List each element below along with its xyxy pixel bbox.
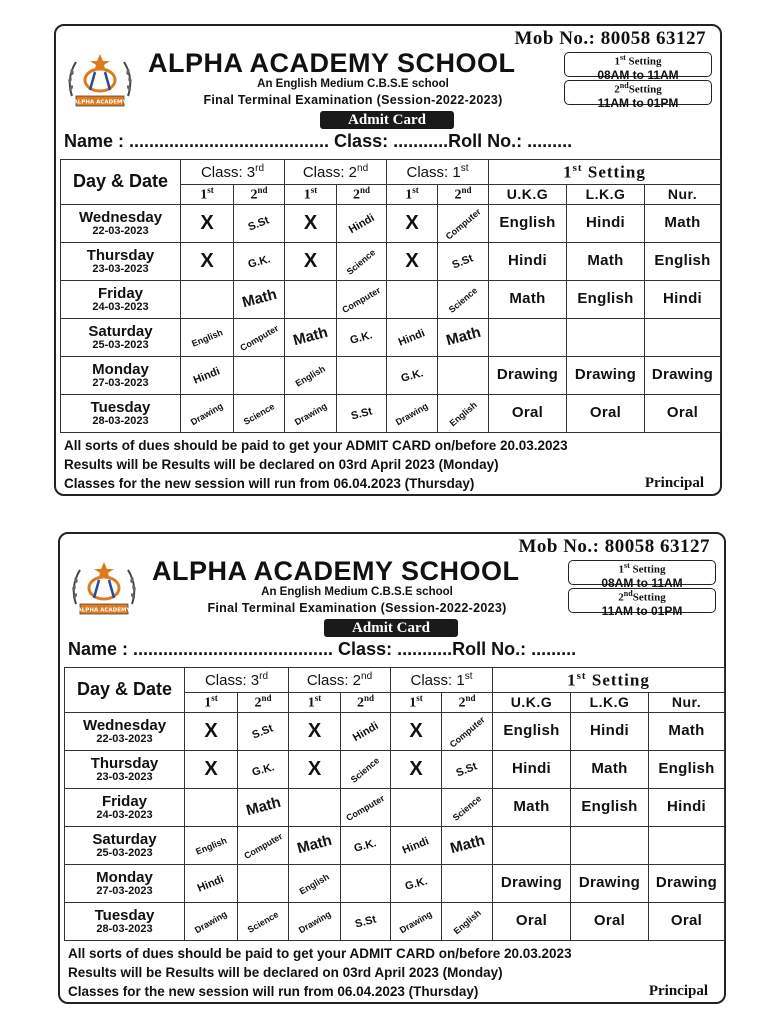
class1-second-cell [442, 864, 493, 902]
lkg-cell: Oral [567, 394, 645, 432]
ukg-header: U.K.G [489, 185, 567, 205]
ukg-cell: Hindi [493, 750, 571, 788]
table-row [65, 902, 725, 940]
class2-second-cell: Hindi [337, 204, 387, 242]
lkg-cell: Math [567, 242, 645, 280]
first-sitting-header: 1st [391, 693, 442, 713]
class-2-header: Class: 2nd [285, 160, 387, 185]
nursery-cell [645, 318, 721, 356]
note-line: Classes for the new session will run from 06.04.2023 (Thursday) [68, 984, 479, 999]
school-name: ALPHA ACADEMY SCHOOL [148, 48, 516, 78]
exam-title: Final Terminal Examination (Session-2022-2023) [203, 93, 503, 107]
table-row [65, 788, 725, 826]
second-sitting-header: 2nd [442, 693, 493, 713]
class1-first-cell: X [391, 712, 442, 750]
class2-second-cell: Computer [341, 788, 391, 826]
class1-first-cell: Hindi [387, 318, 438, 356]
class1-first-cell: Drawing [391, 902, 442, 940]
class3-first-cell: X [185, 712, 238, 750]
setting-time: 08AM to 11AM [601, 575, 683, 590]
day-date-cell: Monday 27-03-2023 [65, 864, 185, 902]
nursery-header: Nur. [649, 693, 725, 713]
setting-label: 1st Setting [618, 561, 666, 576]
school-name: ALPHA ACADEMY SCHOOL [152, 556, 520, 586]
school-logo [68, 558, 140, 620]
class3-first-cell: English [185, 826, 238, 864]
logo-ribbon-text: ALPHA ACADEMY [77, 607, 131, 614]
nursery-cell: English [645, 242, 721, 280]
day-date-cell: Friday 24-03-2023 [61, 280, 181, 318]
nursery-cell: Drawing [645, 356, 721, 394]
class1-first-cell: X [387, 242, 438, 280]
class3-second-cell: Computer [238, 826, 289, 864]
nursery-cell: Oral [645, 394, 721, 432]
day-date-header: Day & Date [65, 668, 185, 713]
principal-signature-label: Principal [644, 475, 704, 491]
class2-first-cell: Math [289, 826, 341, 864]
class2-first-cell [289, 788, 341, 826]
name-class-roll-line: Name : ........................................ Class: ...........Roll No.: ......... [68, 639, 577, 659]
class2-first-cell: English [289, 864, 341, 902]
note-line: Results will be Results will be declared on 03rd April 2023 (Monday) [68, 965, 503, 980]
day-date-cell: Thursday 23-03-2023 [61, 242, 181, 280]
setting-label: 2ndSetting [614, 81, 662, 96]
day-date-cell: Wednesday 22-03-2023 [65, 712, 185, 750]
class1-first-cell: G.K. [387, 356, 438, 394]
nursery-cell: Drawing [649, 864, 725, 902]
class1-second-cell: English [438, 394, 489, 432]
class2-second-cell: G.K. [337, 318, 387, 356]
lkg-cell: Oral [571, 902, 649, 940]
class2-second-cell: Hindi [341, 712, 391, 750]
class2-second-cell: G.K. [341, 826, 391, 864]
class-3-header: Class: 3rd [181, 160, 285, 185]
class3-first-cell: X [181, 242, 234, 280]
ukg-cell [489, 318, 567, 356]
class3-second-cell: Math [234, 280, 285, 318]
class3-second-cell: G.K. [234, 242, 285, 280]
class1-second-cell: English [442, 902, 493, 940]
lkg-header: L.K.G [571, 693, 649, 713]
day-date-cell: Saturday 25-03-2023 [65, 826, 185, 864]
table-row [65, 712, 725, 750]
ukg-cell: Oral [489, 394, 567, 432]
first-setting-box [564, 52, 712, 82]
day-date-cell: Monday 27-03-2023 [61, 356, 181, 394]
first-setting-header: 1st Setting [489, 160, 721, 185]
class2-first-cell: X [285, 242, 337, 280]
first-sitting-header: 1st [289, 693, 341, 713]
class3-second-cell: S.St [234, 204, 285, 242]
lkg-cell: Hindi [571, 712, 649, 750]
ukg-cell: Drawing [493, 864, 571, 902]
class2-first-cell [285, 280, 337, 318]
table-row [61, 318, 721, 356]
class1-second-cell: Computer [438, 204, 489, 242]
ukg-cell: English [489, 204, 567, 242]
class3-first-cell [185, 788, 238, 826]
lkg-cell: Hindi [567, 204, 645, 242]
ukg-header: U.K.G [493, 693, 571, 713]
class1-first-cell: Drawing [387, 394, 438, 432]
day-date-cell: Friday 24-03-2023 [65, 788, 185, 826]
lkg-cell: Drawing [567, 356, 645, 394]
admit-card-banner: Admit Card [320, 111, 454, 129]
note-line: Results will be Results will be declared on 03rd April 2023 (Monday) [64, 457, 499, 472]
table-row [61, 394, 721, 432]
second-sitting-header: 2nd [341, 693, 391, 713]
class1-second-cell: Computer [442, 712, 493, 750]
nursery-cell [649, 826, 725, 864]
nursery-cell: Oral [649, 902, 725, 940]
mobile-number: Mob No.: 80058 63127 [518, 536, 710, 557]
admit-card [54, 24, 722, 496]
class3-second-cell: S.St [238, 712, 289, 750]
class1-first-cell: G.K. [391, 864, 442, 902]
table-row [65, 864, 725, 902]
class1-second-cell: Science [438, 280, 489, 318]
lkg-cell: English [567, 280, 645, 318]
day-date-cell: Tuesday 28-03-2023 [61, 394, 181, 432]
class2-first-cell: Math [285, 318, 337, 356]
class2-second-cell: S.St [341, 902, 391, 940]
ukg-cell: Hindi [489, 242, 567, 280]
class3-second-cell: Science [234, 394, 285, 432]
table-row [61, 356, 721, 394]
class1-second-cell: Math [442, 826, 493, 864]
class3-first-cell: English [181, 318, 234, 356]
class3-first-cell [181, 280, 234, 318]
school-logo [64, 50, 136, 112]
class1-first-cell: Hindi [391, 826, 442, 864]
table-row [65, 750, 725, 788]
admit-card [58, 532, 726, 1004]
class1-first-cell [391, 788, 442, 826]
day-date-cell: Thursday 23-03-2023 [65, 750, 185, 788]
second-sitting-header: 2nd [438, 185, 489, 205]
class-1-header: Class: 1st [391, 668, 493, 693]
class1-second-cell: Math [438, 318, 489, 356]
class3-second-cell: Science [238, 902, 289, 940]
setting-time: 11AM to 01PM [601, 603, 683, 618]
lkg-cell: Drawing [571, 864, 649, 902]
class2-second-cell: S.St [337, 394, 387, 432]
first-sitting-header: 1st [387, 185, 438, 205]
class3-second-cell: G.K. [238, 750, 289, 788]
exam-timetable [60, 159, 721, 433]
setting-label: 1st Setting [614, 53, 662, 68]
class3-second-cell: Computer [234, 318, 285, 356]
ukg-cell: Drawing [489, 356, 567, 394]
class3-first-cell: X [181, 204, 234, 242]
class1-second-cell: Science [442, 788, 493, 826]
lkg-header: L.K.G [567, 185, 645, 205]
class3-first-cell: X [185, 750, 238, 788]
class2-second-cell: Science [341, 750, 391, 788]
note-line: All sorts of dues should be paid to get your ADMIT CARD on/before 20.03.2023 [64, 438, 568, 453]
lkg-cell [567, 318, 645, 356]
note-line: All sorts of dues should be paid to get your ADMIT CARD on/before 20.03.2023 [68, 946, 572, 961]
day-date-header: Day & Date [61, 160, 181, 205]
setting-label: 2ndSetting [618, 589, 666, 604]
lkg-cell [571, 826, 649, 864]
name-class-roll-line: Name : ........................................ Class: ...........Roll No.: ......... [64, 131, 573, 151]
class2-first-cell: X [285, 204, 337, 242]
nursery-cell: Hindi [649, 788, 725, 826]
class1-second-cell [438, 356, 489, 394]
day-date-cell: Saturday 25-03-2023 [61, 318, 181, 356]
class2-first-cell: Drawing [289, 902, 341, 940]
nursery-header: Nur. [645, 185, 721, 205]
class3-first-cell: Hindi [181, 356, 234, 394]
class2-second-cell [341, 864, 391, 902]
class2-second-cell [337, 356, 387, 394]
note-line: Classes for the new session will run from 06.04.2023 (Thursday) [64, 476, 475, 491]
ukg-cell: Math [489, 280, 567, 318]
nursery-cell: English [649, 750, 725, 788]
first-setting-header: 1st Setting [493, 668, 725, 693]
class1-first-cell [387, 280, 438, 318]
class3-first-cell: Drawing [181, 394, 234, 432]
class-3-header: Class: 3rd [185, 668, 289, 693]
second-setting-box [564, 80, 712, 110]
exam-title: Final Terminal Examination (Session-2022-2023) [207, 601, 507, 615]
setting-time: 08AM to 11AM [597, 67, 679, 82]
first-sitting-header: 1st [285, 185, 337, 205]
class1-second-cell: S.St [442, 750, 493, 788]
exam-timetable [64, 667, 725, 941]
principal-signature-label: Principal [648, 983, 708, 999]
ukg-cell: English [493, 712, 571, 750]
nursery-cell: Math [649, 712, 725, 750]
nursery-cell: Math [645, 204, 721, 242]
class3-first-cell: Hindi [185, 864, 238, 902]
first-setting-box [568, 560, 716, 590]
school-tagline: An English Medium C.B.S.E school [257, 78, 449, 90]
nursery-cell: Hindi [645, 280, 721, 318]
class3-second-cell: Math [238, 788, 289, 826]
table-row [61, 242, 721, 280]
day-date-cell: Tuesday 28-03-2023 [65, 902, 185, 940]
class2-first-cell: English [285, 356, 337, 394]
setting-time: 11AM to 01PM [597, 95, 679, 110]
notes-block [64, 436, 568, 493]
class3-first-cell: Drawing [185, 902, 238, 940]
class2-second-cell: Computer [337, 280, 387, 318]
class1-second-cell: S.St [438, 242, 489, 280]
class3-second-cell [234, 356, 285, 394]
second-sitting-header: 2nd [337, 185, 387, 205]
second-sitting-header: 2nd [238, 693, 289, 713]
ukg-cell: Oral [493, 902, 571, 940]
logo-ribbon-text: ALPHA ACADEMY [73, 99, 127, 106]
day-date-cell: Wednesday 22-03-2023 [61, 204, 181, 242]
lkg-cell: Math [571, 750, 649, 788]
class3-second-cell [238, 864, 289, 902]
second-setting-box [568, 588, 716, 618]
table-row [61, 280, 721, 318]
class2-first-cell: X [289, 712, 341, 750]
class2-first-cell: Drawing [285, 394, 337, 432]
class1-first-cell: X [387, 204, 438, 242]
class2-first-cell: X [289, 750, 341, 788]
ukg-cell [493, 826, 571, 864]
ukg-cell: Math [493, 788, 571, 826]
table-row [61, 204, 721, 242]
class2-second-cell: Science [337, 242, 387, 280]
mobile-number: Mob No.: 80058 63127 [514, 28, 706, 49]
table-row [65, 826, 725, 864]
second-sitting-header: 2nd [234, 185, 285, 205]
lkg-cell: English [571, 788, 649, 826]
admit-card-banner: Admit Card [324, 619, 458, 637]
class-1-header: Class: 1st [387, 160, 489, 185]
school-tagline: An English Medium C.B.S.E school [261, 586, 453, 598]
class-2-header: Class: 2nd [289, 668, 391, 693]
notes-block [68, 944, 572, 1001]
first-sitting-header: 1st [181, 185, 234, 205]
first-sitting-header: 1st [185, 693, 238, 713]
class1-first-cell: X [391, 750, 442, 788]
